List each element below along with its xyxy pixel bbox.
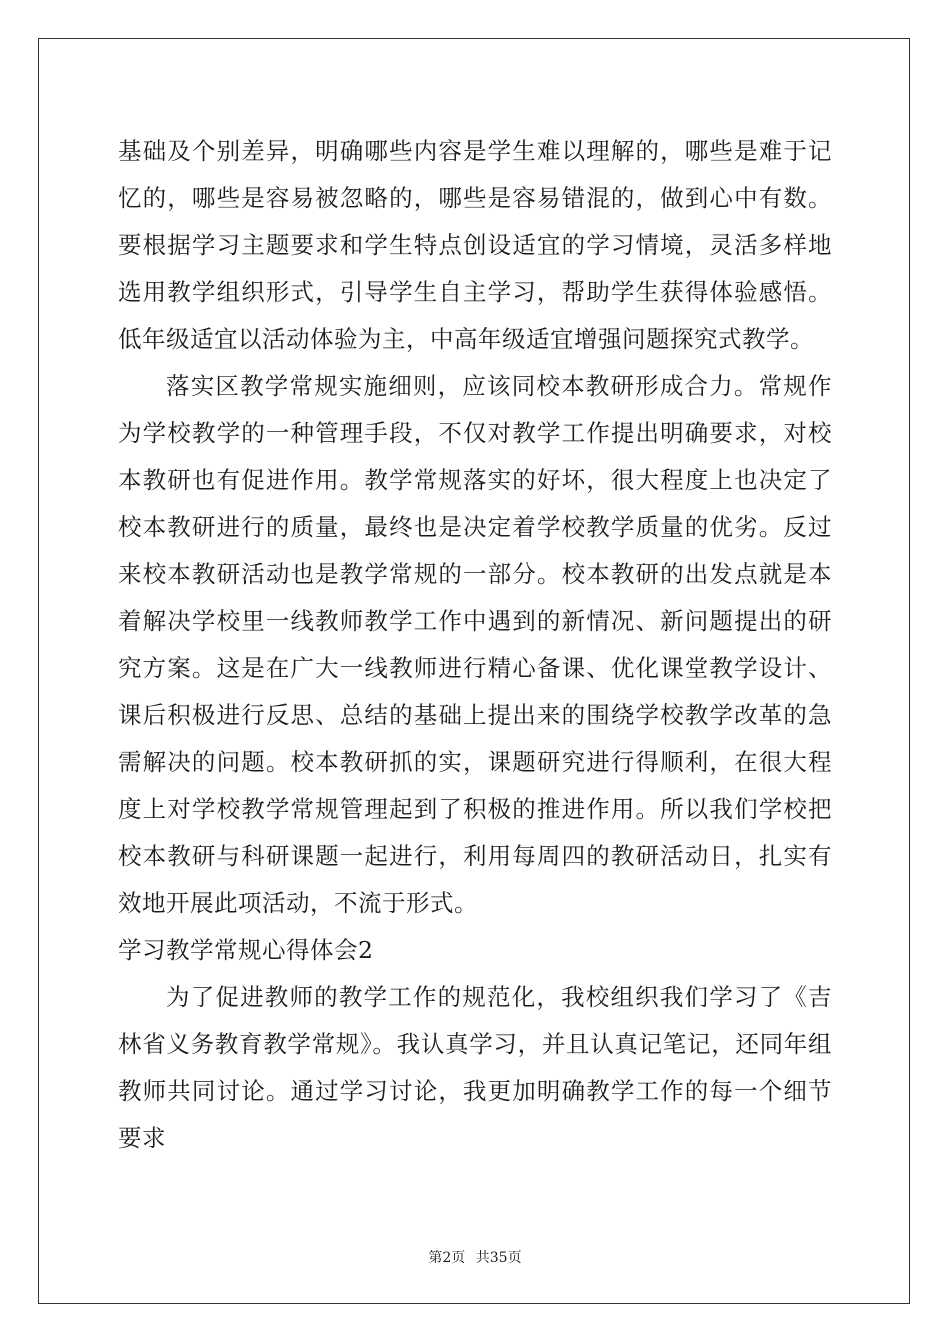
page-footer	[0, 1247, 950, 1267]
paragraph-1: 基础及个别差异，明确哪些内容是学生难以理解的，哪些是难于记忆的，哪些是容易被忽略的，哪些是容易错混的，做到心中有数。要根据学习主题要求和学生特点创设适宜的学习情境，灵活多样地选用教学组织形式，引导学生自主学习，帮助学生获得体验感悟。低年级适宜以活动体验为主，中高年级适宜增强问题探究式教学。	[118, 137, 832, 353]
section-heading: 学习教学常规心得体会2	[118, 936, 374, 964]
page-total: 共35页	[475, 1250, 522, 1266]
page-number: 第2页	[428, 1250, 466, 1266]
paragraph-3: 为了促进教师的教学工作的规范化，我校组织我们学习了《吉林省义务教育教学常规》。我认真学习，并且认真记笔记，还同年组教师共同讨论。通过学习讨论，我更加明确教学工作的每一个细节要求	[118, 983, 832, 1152]
paragraph-2: 落实区教学常规实施细则，应该同校本教研形成合力。常规作为学校教学的一种管理手段，不仅对教学工作提出明确要求，对校本教研也有促进作用。教学常规落实的好坏，很大程度上也决定了校本教研进行的质量，最终也是决定着学校教学质量的优劣。反过来校本教研活动也是教学常规的一部分。校本教研的出发点就是本着解决学校里一线教师教学工作中遇到的新情况、新问题提出的研究方案。这是在广大一线教师进行精心备课、优化课堂教学设计、课后积极进行反思、总结的基础上提出来的围绕学校教学改革的急需解决的问题。校本教研抓的实，课题研究进行得顺利，在很大程度上对学校教学常规管理起到了积极的推进作用。所以我们学校把校本教研与科研课题一起进行，利用每周四的教研活动日，扎实有效地开展此项活动，不流于形式。	[118, 372, 832, 917]
document-body	[118, 128, 832, 1162]
